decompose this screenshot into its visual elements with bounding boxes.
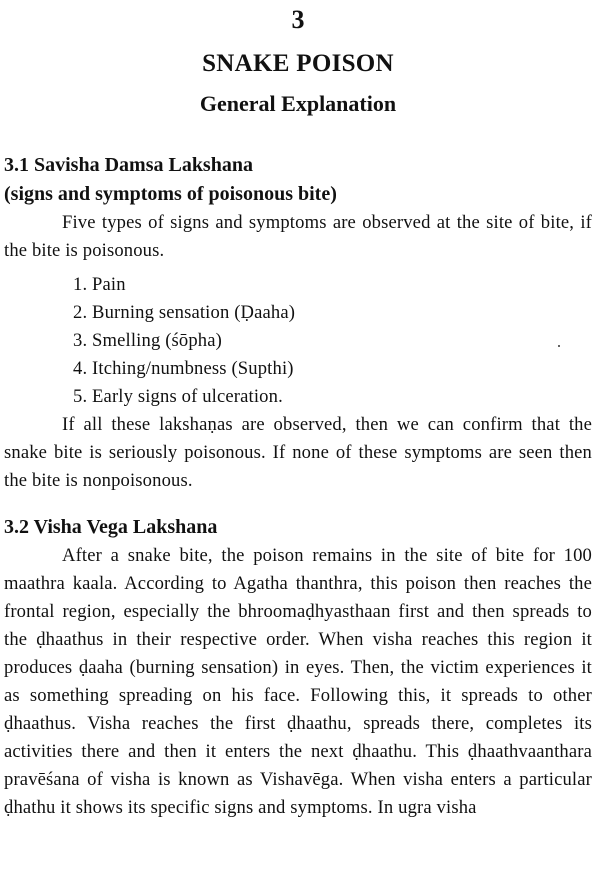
chapter-number: 3 [291, 5, 305, 34]
list-item: 4. Itching/numbness (Supthi) [73, 358, 294, 379]
list-item: 5. Early signs of ulceration. [73, 386, 283, 407]
section-1-subheading: (signs and symptoms of poisonous bite) [4, 183, 337, 205]
section-1-intro-paragraph: Five types of signs and symptoms are observed at the site of bite, if the bite is poisonous. [4, 212, 592, 261]
section-1-heading: 3.1 Savisha Damsa Lakshana [4, 154, 253, 176]
section-visha-vega-lakshana [4, 513, 592, 822]
chapter-subtitle: General Explanation [199, 91, 397, 116]
symptom-list [4, 271, 592, 411]
section-1-conclusion-paragraph: If all these lakshaṇas are observed, then we can confirm that the snake bite is seriously poisonous. If none of these symptoms are seen then the bite is nonpoisonous. [4, 414, 592, 491]
section-2-body-paragraph: After a snake bite, the poison remains in the site of bite for 100 maathra kaala. According to Agatha thanthra, this poison then reaches the frontal region, especially the bhroomaḍhyasthaan first and then spreads to the ḍhaathus in their respective order. When visha reaches this region it produces ḍaaha (burning sensation) in eyes. Then, the victim experiences it as something spreading on his face. Following this, it spreads to other ḍhaathus. Visha reaches the first ḍhaathu, spreads there, completes its activities there and then it enters the next ḍhaathu. This ḍhaathvaanthara pravēśana of visha is known as Vishavēga. When visha enters a particular ḍhathu it shows its specific signs and symptoms. In ugra visha [4, 545, 592, 818]
page-speck [558, 345, 560, 347]
section-2-heading: 3.2 Visha Vega Lakshana [4, 516, 218, 538]
list-item: 3. Smelling (śōpha) [73, 330, 223, 351]
chapter-title: SNAKE POISON [202, 50, 394, 77]
list-item: 1. Pain [73, 274, 126, 295]
list-item: 2. Burning sensation (Ḍaaha) [73, 302, 296, 323]
section-savisha-damsa-lakshana [4, 151, 592, 495]
